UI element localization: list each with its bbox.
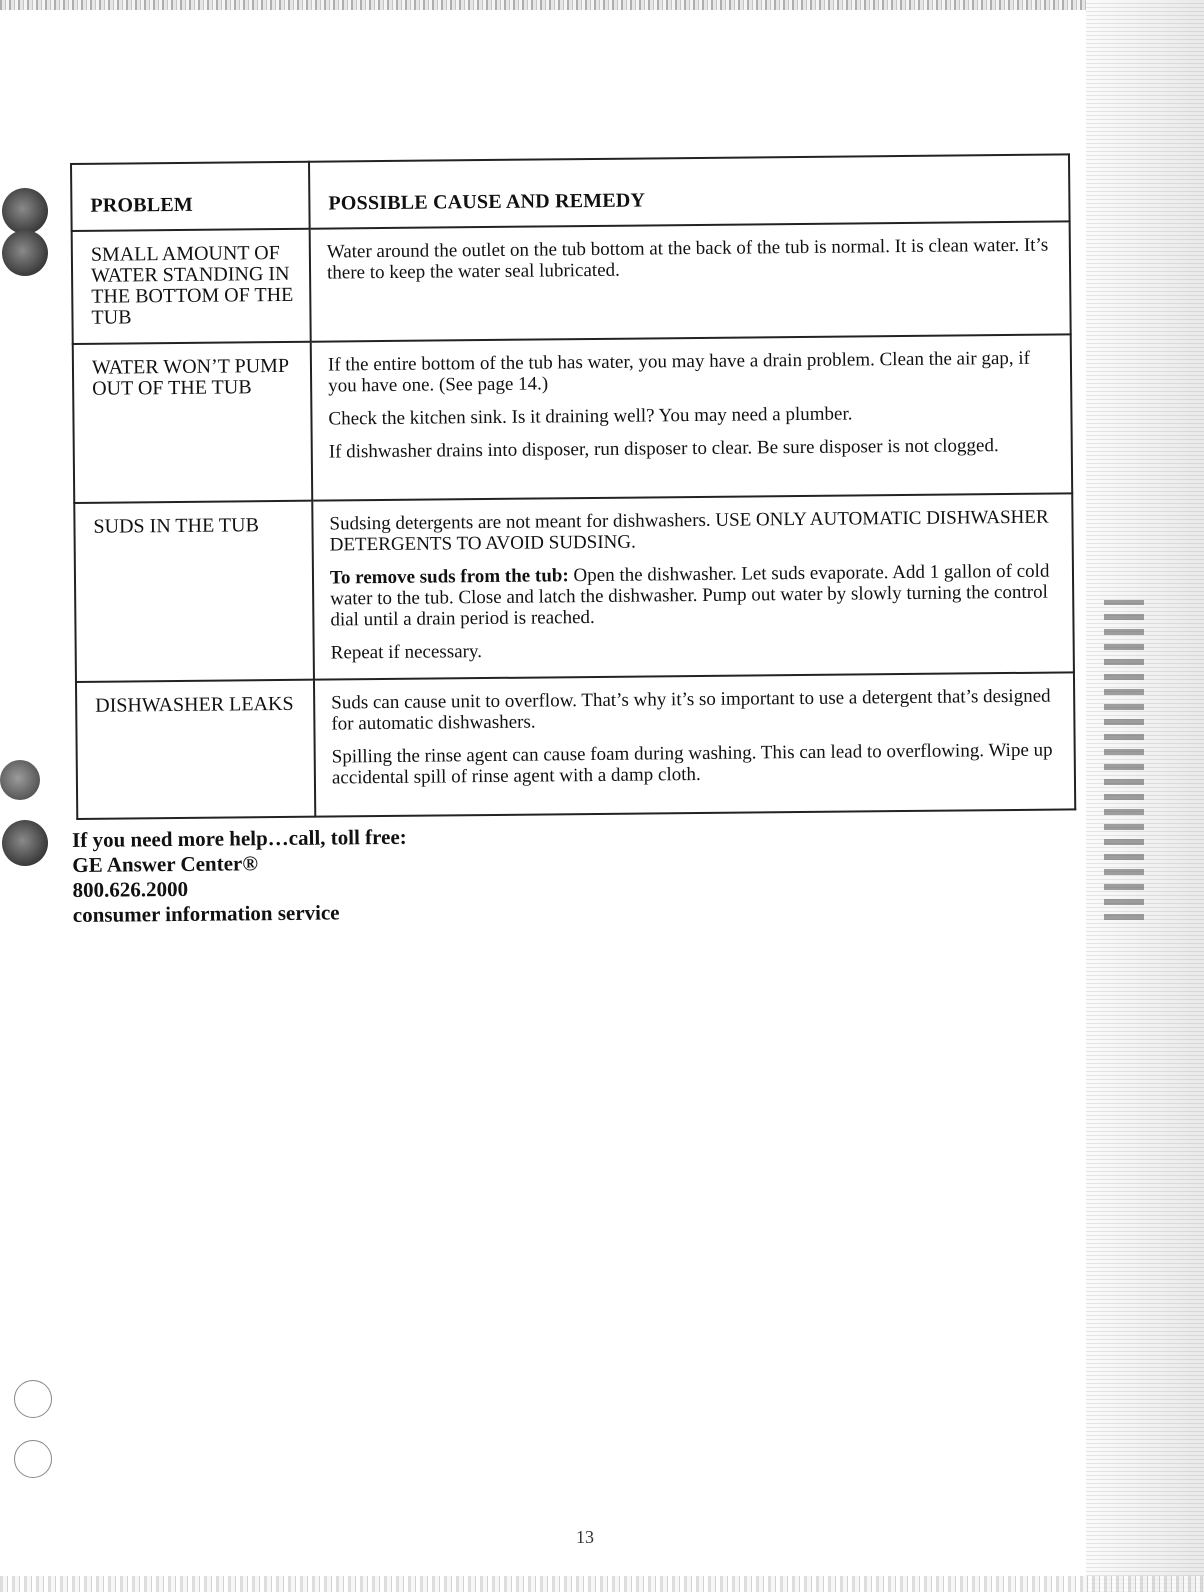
binder-hole-outline-icon <box>14 1380 52 1418</box>
binder-hole-icon <box>0 760 40 800</box>
cause-cell <box>311 334 1072 500</box>
cause-cell <box>310 221 1071 341</box>
header-problem: PROBLEM <box>71 162 310 231</box>
help-heading: If you need more help…call, toll free: <box>72 824 407 852</box>
help-contact-block <box>72 823 573 928</box>
troubleshooting-table <box>70 153 1076 820</box>
cause-cell <box>314 672 1075 816</box>
scan-top-edge <box>0 0 1204 10</box>
binder-hole-icon <box>2 188 48 234</box>
table-header-row <box>71 154 1070 231</box>
table-row <box>74 493 1074 682</box>
table-row <box>76 672 1075 819</box>
cause-text: If the entire bottom of the tub has water, you may have a drain problem. Clean the air gap, if you have one. (See page 14.) <box>327 347 1031 397</box>
binder-hole-outline-icon <box>14 1440 52 1478</box>
table-row <box>73 334 1072 503</box>
cause-instruction <box>330 561 1059 631</box>
problem-cell: WATER WON’T PUMP OUT OF THE TUB <box>73 342 313 503</box>
cause-text: Repeat if necessary. <box>330 641 483 664</box>
scan-edge-marks <box>1104 600 1144 920</box>
help-service-name: GE Answer Center® <box>72 851 259 877</box>
scan-bottom-edge <box>0 1576 1204 1592</box>
cause-text: Spilling the rinse agent can cause foam during washing. This can lead to overflowing. Wipe up accidental spill of rinse agent with a damp cloth. <box>331 739 1053 789</box>
cause-text: Suds can cause unit to overflow. That’s why it’s so important to use a detergent that’s designed for automatic dishwashers. <box>331 685 1051 735</box>
binder-hole-icon <box>2 230 48 276</box>
cause-text: Water around the outlet on the tub bottom at the back of the tub is normal. It is clean water. It’s there to keep the water seal lubricated. <box>326 234 1049 284</box>
help-phone-number: 800.626.2000 <box>72 876 189 902</box>
problem-cell: SMALL AMOUNT OF WATER STANDING IN THE BOTTOM OF THE TUB <box>72 229 311 344</box>
cause-cell <box>312 493 1074 679</box>
table-row <box>72 221 1071 344</box>
help-service-description: consumer information service <box>72 900 340 927</box>
header-cause: POSSIBLE CAUSE AND REMEDY <box>309 154 1070 228</box>
troubleshooting-section <box>70 163 1070 820</box>
binder-hole-icon <box>2 820 48 866</box>
problem-cell: DISHWASHER LEAKS <box>76 680 315 819</box>
cause-text: If dishwasher drains into disposer, run disposer to clear. Be sure disposer is not clogged. <box>328 435 999 463</box>
page-number: 13 <box>576 1527 594 1547</box>
cause-text: Sudsing detergents are not meant for dishwashers. USE ONLY AUTOMATIC DISHWASHER DETERGENTS TO AVOID SUDSING. <box>329 506 1049 556</box>
instruction-text: Open the dishwasher. Let suds evaporate. Add 1 gallon of cold water to the tub. Close and latch the dishwasher. Pump out water by slowly turning the control dial until a drain period is reached. <box>330 560 1050 631</box>
instruction-lead: To remove suds from the tub: <box>329 565 569 589</box>
problem-cell: SUDS IN THE TUB <box>74 501 314 682</box>
cause-text: Check the kitchen sink. Is it draining well? You may need a plumber. <box>328 403 853 430</box>
